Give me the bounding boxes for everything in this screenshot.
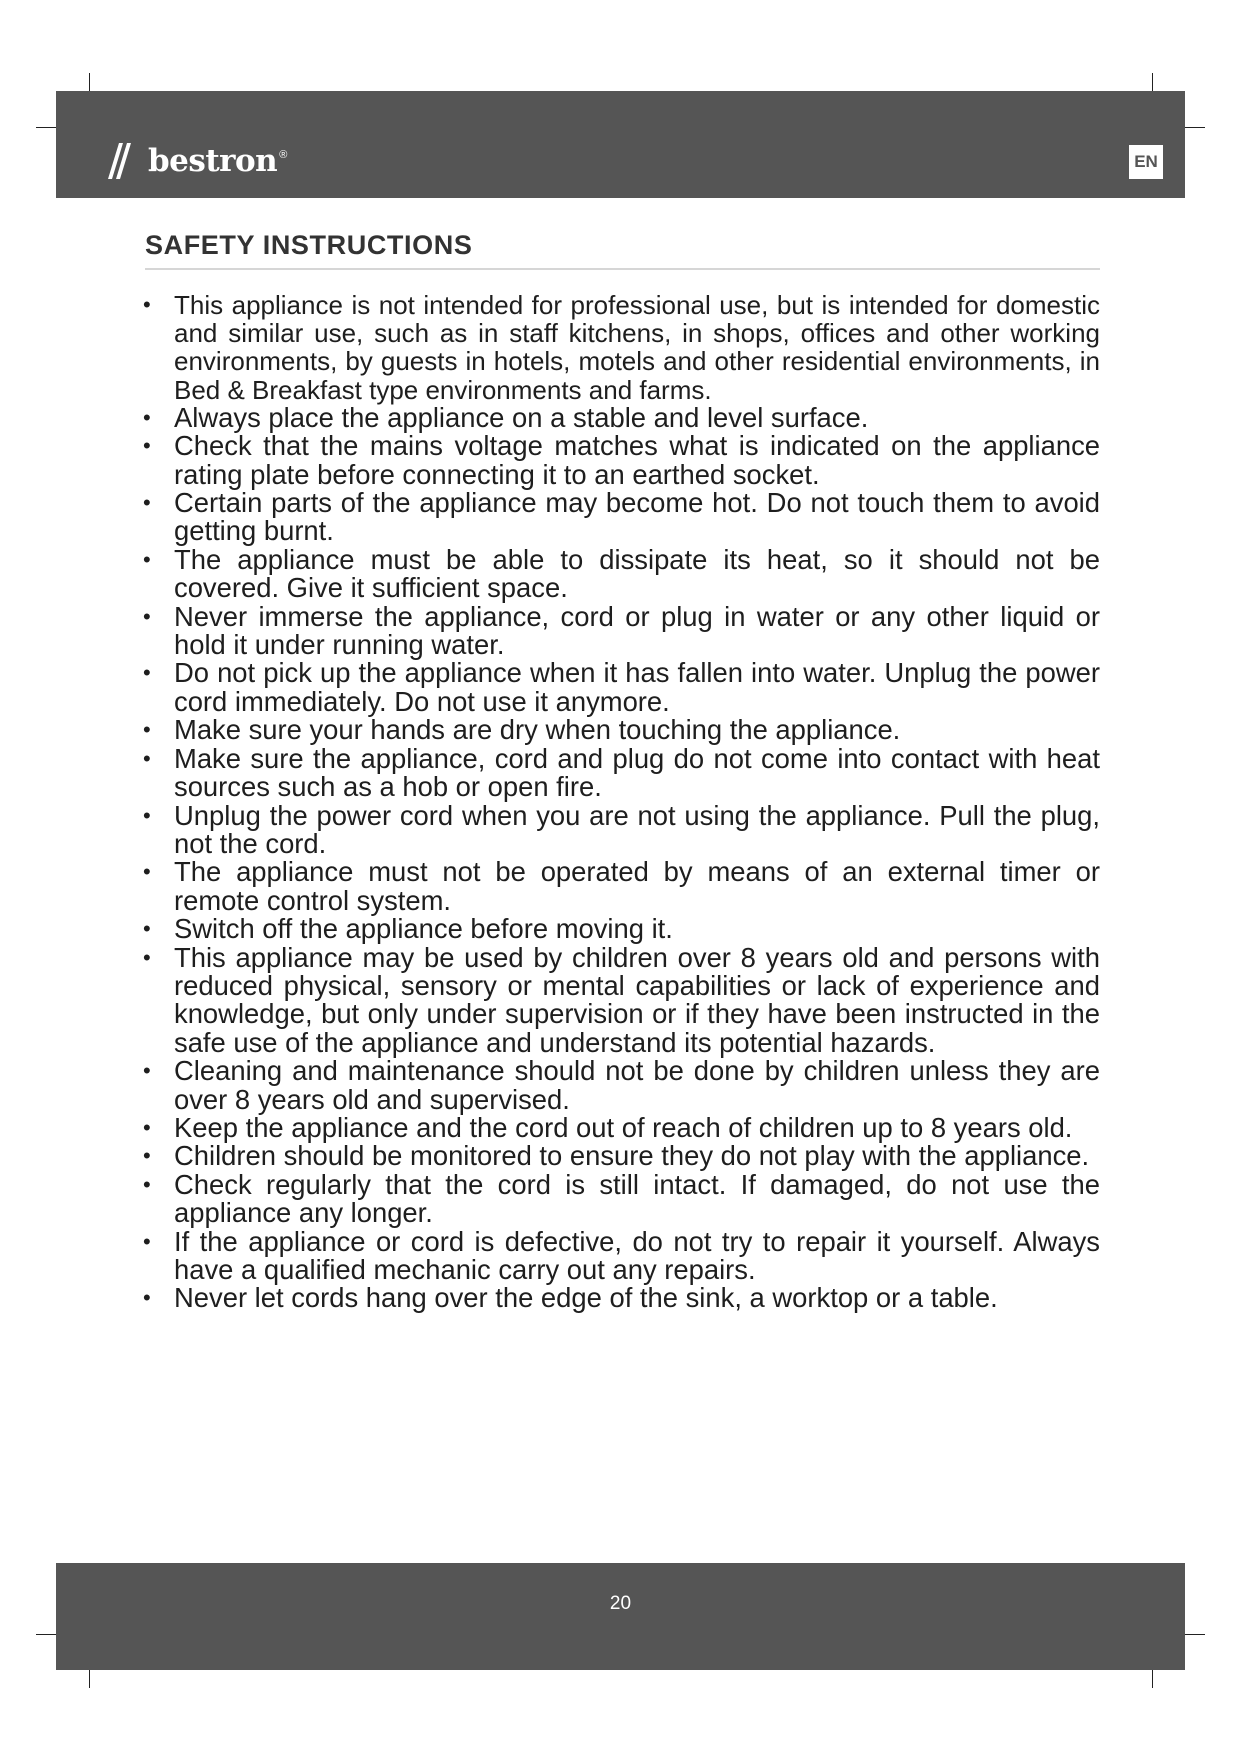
list-item: • Never immerse the appliance, cord or plug in water or any other liquid or hold it under running water. (143, 603, 1100, 660)
list-item: • Make sure your hands are dry when touching the appliance. (143, 716, 1100, 744)
list-item: • If the appliance or cord is defective, do not try to repair it yourself. Always have a qualified mechanic carry out any repairs. (143, 1228, 1100, 1285)
list-item: • Never let cords hang over the edge of the sink, a worktop or a table. (143, 1284, 1100, 1312)
list-item: • Keep the appliance and the cord out of reach of children up to 8 years old. (143, 1114, 1100, 1142)
list-item: • This appliance may be used by children over 8 years old and persons with reduced physical, sensory or mental capabilities or lack of experience and knowledge, but only under supervision or if they have been instructed in the safe use of the appliance and understand its potential hazards. (143, 944, 1100, 1058)
list-item: • Certain parts of the appliance may become hot. Do not touch them to avoid getting burnt. (143, 489, 1100, 546)
list-item: • Check regularly that the cord is still intact. If damaged, do not use the appliance any longer. (143, 1171, 1100, 1228)
brand-logo (106, 141, 287, 181)
list-item: • Children should be monitored to ensure they do not play with the appliance. (143, 1142, 1100, 1170)
brand-name: bestron (148, 142, 278, 179)
list-item: • Cleaning and maintenance should not be done by children unless they are over 8 years old and supervised. (143, 1057, 1100, 1114)
language-badge: EN (1129, 145, 1163, 179)
list-item: • This appliance is not intended for professional use, but is intended for domestic and similar use, such as in staff kitchens, in shops, offices and other working environments, by guests in hotels, motels and other residential environments, in Bed & Breakfast type environments and farms. (143, 291, 1100, 404)
list-item: • The appliance must be able to dissipate its heat, so it should not be covered. Give it sufficient space. (143, 546, 1100, 603)
list-item: • Check that the mains voltage matches what is indicated on the appliance rating plate before connecting it to an earthed socket. (143, 432, 1100, 489)
list-item: • Make sure the appliance, cord and plug do not come into contact with heat sources such as a hob or open fire. (143, 745, 1100, 802)
footer-bar (56, 1563, 1185, 1670)
title-divider (145, 268, 1100, 270)
safety-list (143, 291, 1100, 1313)
list-item: • Switch off the appliance before moving it. (143, 915, 1100, 943)
page-title: SAFETY INSTRUCTIONS (145, 230, 473, 260)
list-item: • The appliance must not be operated by means of an external timer or remote control system. (143, 858, 1100, 915)
chevron-logo-icon (106, 141, 140, 181)
page-number: 20 (609, 1593, 632, 1614)
list-item: • Do not pick up the appliance when it has fallen into water. Unplug the power cord immediately. Do not use it anymore. (143, 659, 1100, 716)
header-bar (56, 91, 1185, 198)
registered-mark-icon: ® (279, 149, 288, 161)
list-item: • Always place the appliance on a stable and level surface. (143, 404, 1100, 432)
list-item: • Unplug the power cord when you are not using the appliance. Pull the plug, not the cord. (143, 802, 1100, 859)
